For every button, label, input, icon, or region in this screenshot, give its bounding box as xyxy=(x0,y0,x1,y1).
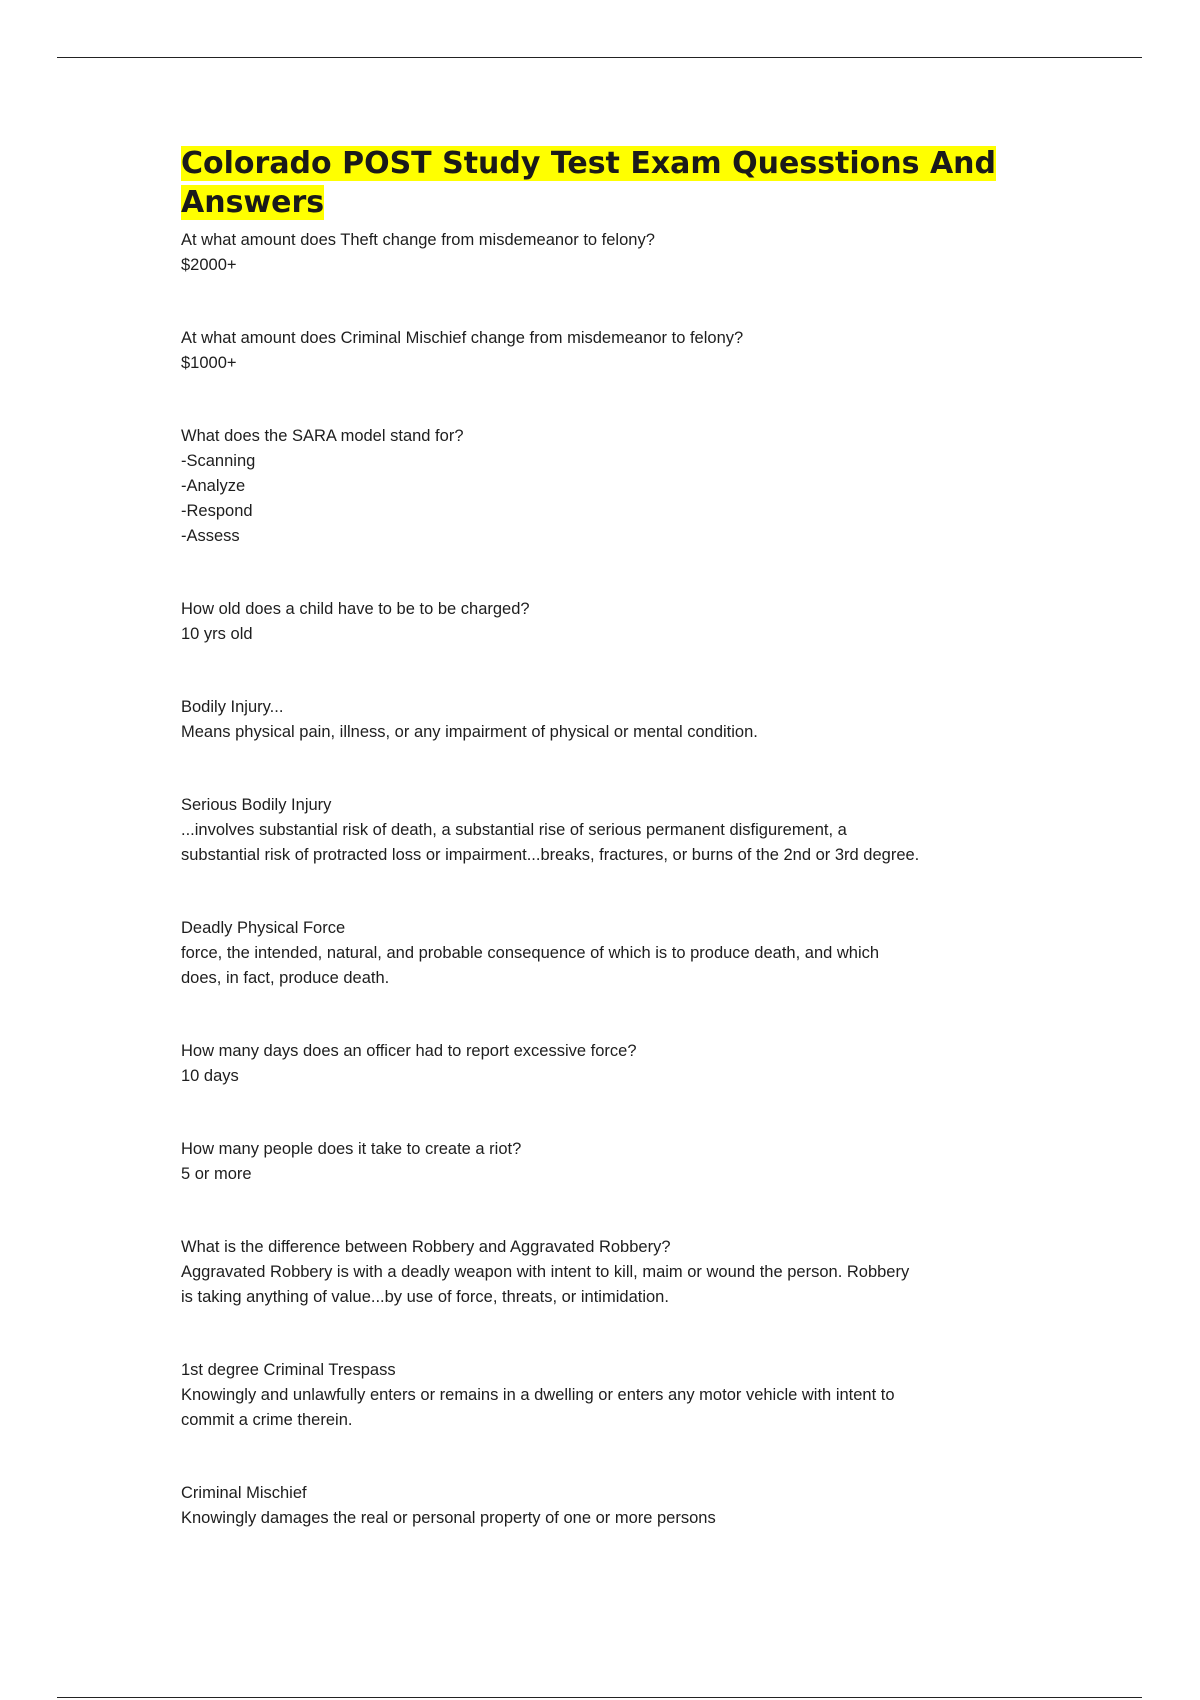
answer-text: -Respond xyxy=(181,502,253,520)
qa-list xyxy=(181,228,1041,1531)
question-text: Bodily Injury... xyxy=(181,698,284,716)
qa-item xyxy=(181,695,1041,745)
answer-text: 10 yrs old xyxy=(181,625,253,643)
answer-text: 10 days xyxy=(181,1067,239,1085)
question-text: 1st degree Criminal Trespass xyxy=(181,1361,396,1379)
answer-text: -Scanning xyxy=(181,452,256,470)
answer-text: Aggravated Robbery is with a deadly weapon with intent to kill, maim or wound the person. Robbery xyxy=(181,1263,910,1281)
answer-text: does, in fact, produce death. xyxy=(181,969,390,987)
qa-item xyxy=(181,1137,1041,1187)
qa-item xyxy=(181,424,1041,549)
question-text: How old does a child have to be to be charged? xyxy=(181,600,530,618)
question-text: At what amount does Criminal Mischief change from misdemeanor to felony? xyxy=(181,329,744,347)
answer-text: 5 or more xyxy=(181,1165,252,1183)
answer-text: -Analyze xyxy=(181,477,246,495)
answer-text: Means physical pain, illness, or any impairment of physical or mental condition. xyxy=(181,723,758,741)
question-text: What is the difference between Robbery and Aggravated Robbery? xyxy=(181,1238,671,1256)
question-text: Deadly Physical Force xyxy=(181,919,346,937)
header-rule xyxy=(57,57,1142,58)
qa-item xyxy=(181,1039,1041,1089)
qa-item xyxy=(181,1358,1041,1433)
qa-item xyxy=(181,228,1041,278)
answer-text: $1000+ xyxy=(181,354,237,372)
document-title: Colorado POST Study Test Exam Quesstions And Answers xyxy=(181,146,996,220)
answer-text: is taking anything of value...by use of force, threats, or intimidation. xyxy=(181,1288,669,1306)
qa-item xyxy=(181,916,1041,991)
answer-text: -Assess xyxy=(181,527,240,545)
qa-item xyxy=(181,793,1041,868)
answer-text: Knowingly damages the real or personal property of one or more persons xyxy=(181,1509,716,1527)
qa-item xyxy=(181,1481,1041,1531)
footer-rule xyxy=(57,1697,1142,1698)
answer-text: ...involves substantial risk of death, a substantial rise of serious permanent disfigurement, a xyxy=(181,821,847,839)
answer-text: force, the intended, natural, and probable consequence of which is to produce death, and which xyxy=(181,944,880,962)
answer-text: commit a crime therein. xyxy=(181,1411,353,1429)
document-body xyxy=(181,144,1041,1531)
question-text: Serious Bodily Injury xyxy=(181,796,332,814)
question-text: What does the SARA model stand for? xyxy=(181,427,464,445)
question-text: How many days does an officer had to report excessive force? xyxy=(181,1042,637,1060)
question-text: At what amount does Theft change from misdemeanor to felony? xyxy=(181,231,655,249)
qa-item xyxy=(181,597,1041,647)
question-text: Criminal Mischief xyxy=(181,1484,307,1502)
qa-item xyxy=(181,1235,1041,1310)
question-text: How many people does it take to create a riot? xyxy=(181,1140,522,1158)
answer-text: $2000+ xyxy=(181,256,237,274)
qa-item xyxy=(181,326,1041,376)
answer-text: Knowingly and unlawfully enters or remains in a dwelling or enters any motor vehicle with intent to xyxy=(181,1386,895,1404)
answer-text: substantial risk of protracted loss or impairment...breaks, fractures, or burns of the 2nd or 3rd degree. xyxy=(181,846,920,864)
